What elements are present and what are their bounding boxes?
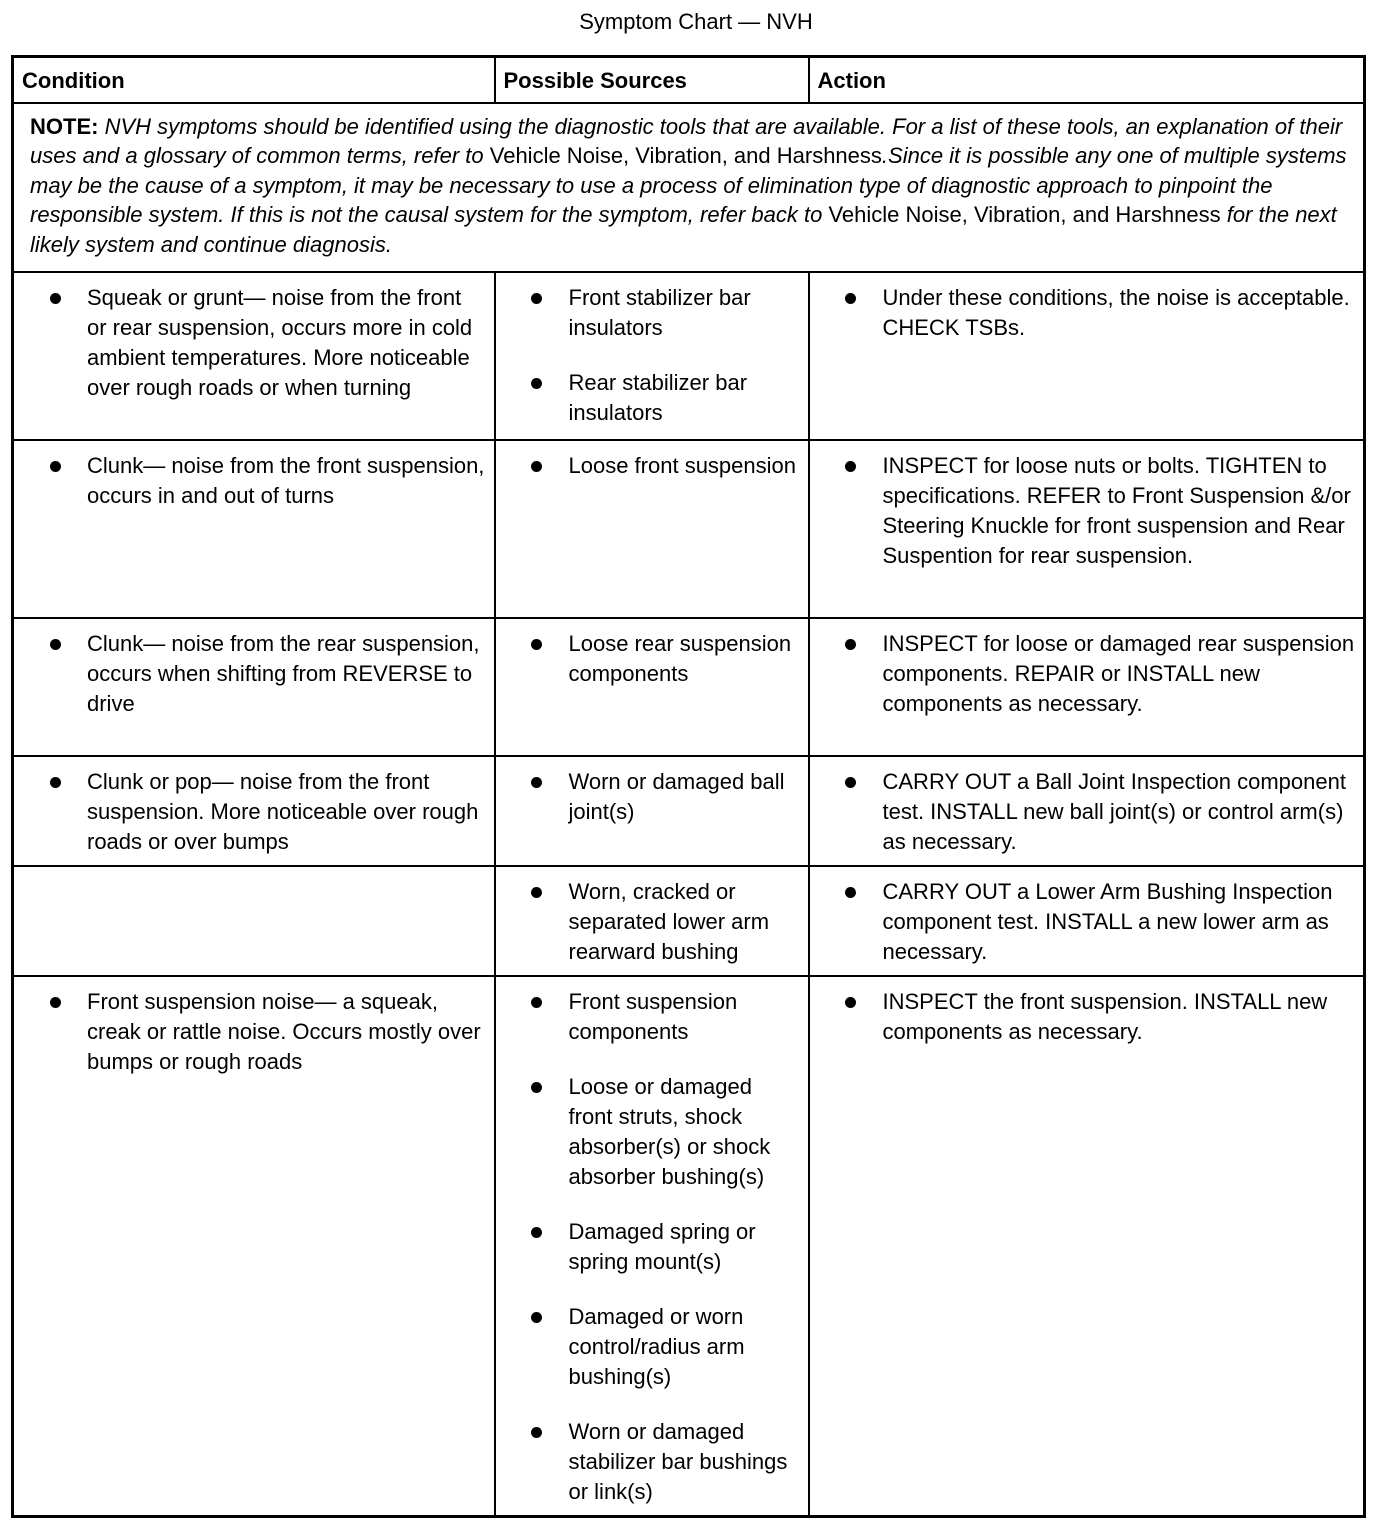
table-row [13,866,1365,976]
list-item [22,451,486,511]
table-row [13,756,1365,866]
condition-text: Clunk— noise from the rear suspension, occurs when shifting from REVERSE to drive [87,631,480,716]
list-item [504,767,800,827]
bullet-icon [36,283,74,403]
source-text: Rear stabilizer bar insulators [568,370,748,425]
condition-text: Clunk— noise from the front suspension, occurs in and out of turns [87,453,485,508]
bullet-icon [832,767,870,857]
note-link-1[interactable]: Vehicle Noise, Vibration, and Harshness [489,143,882,168]
list-item [504,877,800,967]
header-condition: Condition [13,57,495,103]
list-item [22,987,486,1077]
bullet-icon [518,767,556,827]
bullet-icon [518,1302,556,1392]
note-part-3: for the next likely system and continue diagnosis. [30,202,1337,257]
source-text: Loose front suspension [568,453,796,478]
sources-cell [495,440,809,618]
note-label: NOTE: [30,113,99,139]
action-text: CARRY OUT a Lower Arm Bushing Inspection component test. INSTALL a new lower arm as necessary. [882,879,1333,964]
bullet-icon [518,629,556,689]
bullet-icon [518,283,556,343]
page-title: Symptom Chart — NVH [579,9,813,34]
source-text: Loose rear suspension components [568,631,792,686]
source-text: Worn or damaged ball joint(s) [568,769,785,824]
action-cell [809,440,1365,618]
header-action: Action [809,57,1365,103]
list-item [504,987,800,1047]
bullet-icon [518,368,556,428]
sources-cell [495,756,809,866]
condition-cell [13,756,495,866]
condition-cell [13,976,495,1517]
source-text: Worn or damaged stabilizer bar bushings or link(s) [568,1419,788,1504]
table-row [13,272,1365,440]
bullet-icon [518,877,556,967]
action-cell [809,866,1365,976]
condition-cell [13,440,495,618]
action-text: Under these conditions, the noise is acceptable. CHECK TSBs. [882,285,1350,340]
list-item [504,1217,800,1277]
list-item [504,368,800,428]
list-item [504,1417,800,1507]
sources-cell [495,618,809,756]
note-link-2[interactable]: Vehicle Noise, Vibration, and Harshness [828,202,1221,227]
note-text [30,114,1347,257]
list-item [504,1072,800,1192]
action-cell [809,976,1365,1517]
header-sources: Possible Sources [495,57,809,103]
bullet-icon [518,1072,556,1192]
condition-text: Clunk or pop— noise from the front suspension. More noticeable over rough roads or over bumps [87,769,479,854]
list-item [22,283,486,403]
header-row [13,57,1365,103]
list-item [504,283,800,343]
list-item [818,283,1356,343]
action-text: INSPECT the front suspension. INSTALL new components as necessary. [882,989,1328,1044]
list-item [504,629,800,689]
condition-cell [13,866,495,976]
list-item [818,987,1356,1047]
bullet-icon [36,767,74,857]
bullet-icon [36,451,74,511]
table-row [13,618,1365,756]
source-text: Worn, cracked or separated lower arm rearward bushing [568,879,770,964]
action-text: CARRY OUT a Ball Joint Inspection component test. INSTALL new ball joint(s) or control arm(s) as necessary. [882,769,1346,854]
note-cell [13,103,1365,273]
action-text: INSPECT for loose or damaged rear suspension components. REPAIR or INSTALL new components as necessary. [882,631,1355,716]
note-part-1: NVH symptoms should be identified using the diagnostic tools that are available. For a list of these tools, an explanation of their uses and a glossary of common terms, refer to [30,113,1343,168]
list-item [504,1302,800,1392]
bullet-icon [832,987,870,1047]
bullet-icon [832,877,870,967]
action-cell [809,618,1365,756]
list-item [22,767,486,857]
condition-cell [13,272,495,440]
source-text: Damaged or worn control/radius arm bushing(s) [568,1304,745,1389]
bullet-icon [36,629,74,719]
list-item [504,451,800,481]
bullet-icon [518,1217,556,1277]
table-row [13,440,1365,618]
condition-text: Squeak or grunt— noise from the front or rear suspension, occurs more in cold ambient temperatures. More noticeable over rough roads or when turning [87,285,473,400]
list-item [818,629,1356,719]
list-item [22,629,486,719]
source-text: Front suspension components [568,989,738,1044]
bullet-icon [832,629,870,719]
bullet-icon [518,1417,556,1507]
list-item [818,451,1356,571]
source-text: Damaged spring or spring mount(s) [568,1219,756,1274]
table-row [13,976,1365,1517]
bullet-icon [518,451,556,481]
list-item [818,877,1356,967]
symptom-chart-table [11,55,1366,1518]
condition-cell [13,618,495,756]
note-part-2: .Since it is possible any one of multiple systems may be the cause of a symptom, it may be necessary to use a process of elimination type of diagnostic approach to pinpoint the responsible system. If this is not the causal system for the symptom, refer back to [30,143,1347,227]
bullet-icon [832,451,870,571]
action-cell [809,756,1365,866]
sources-cell [495,866,809,976]
note-row [13,103,1365,273]
list-item [818,767,1356,857]
bullet-icon [36,987,74,1077]
bullet-icon [518,987,556,1047]
sources-cell [495,976,809,1517]
source-text: Loose or damaged front struts, shock absorber(s) or shock absorber bushing(s) [568,1074,771,1189]
action-text: INSPECT for loose nuts or bolts. TIGHTEN to specifications. REFER to Front Suspension &/or Steering Knuckle for front suspension and Rear Suspention for rear suspension. [882,453,1351,568]
action-cell [809,272,1365,440]
sources-cell [495,272,809,440]
bullet-icon [832,283,870,343]
source-text: Front stabilizer bar insulators [568,285,751,340]
condition-text: Front suspension noise— a squeak, creak or rattle noise. Occurs mostly over bumps or rough roads [87,989,481,1074]
